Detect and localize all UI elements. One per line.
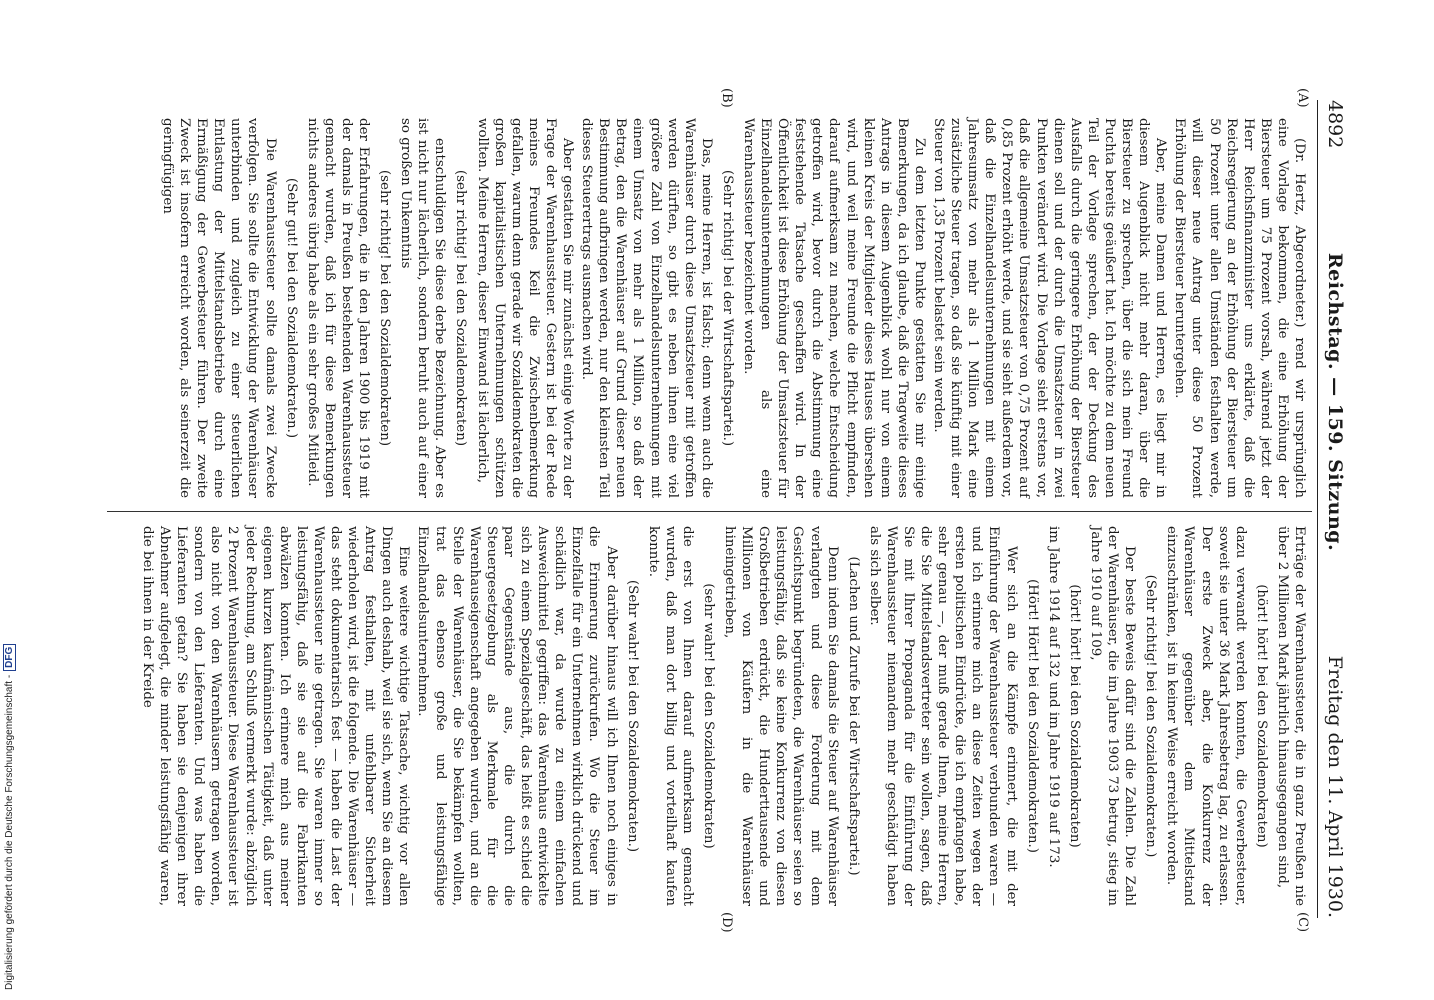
- interjection: (hört! hört! bei den Sozialdemokraten): [1253, 584, 1269, 848]
- paragraph: Denn indem Sie damals die Steuer auf Warenhäuser verlangten und diese Forderung mit dem Gesichtspunkt begründeten, die Warenhäuser seien so leistungsfähig, daß sie keine Konkurrenz von diesen Großbetrieben erdrückt, die Hunderttausende und Millionen von Käufern in die Warenhäuser hineingetrieben,: [722, 526, 840, 906]
- margin-marker-a: (A): [1295, 88, 1310, 108]
- interjection: (sehr richtig! bei den Sozialdemokraten): [377, 169, 393, 447]
- page-header: [1317, 100, 1352, 918]
- digitization-footer: [3, 644, 16, 990]
- paragraph: Die Warenhaussteuer sollte damals zwei Zwecke verfolgen. Sie sollte die Entwicklung der Warenhäuser unterbinden und zugleich zu einer steuerlichen Entlastung der Mittelstandsbetriebe durch eine Ermäßigung der Gewerbesteuer führen. Der zweite Zweck ist insofern erreicht worden, als seinerzeit die geringfügigen: [160, 118, 278, 498]
- column-divider: [107, 511, 1312, 512]
- page-number: 4892: [1324, 100, 1346, 149]
- paragraph: Zu dem letzten Punkte gestatten Sie mir einige Bemerkungen, da ich glaube, daß die Tragweite dieses Antrags in diesem Augenblick wohl nur von einem kleinen Kreis der Mitglieder dieses Hauses übersehen wird, und weil meine Freunde die Pflicht empfinden, darauf aufmerksam zu machen, welche Entscheidung getroffen wird, bevor durch die Abstimmung eine feststehende Tatsache geschaffen wird. In der Öffentlichkeit ist diese Erhöhung der Umsatzsteuer für Einzelhandelsunternehmungen als eine Warenhaussteuer bezeichnet worden.: [741, 118, 927, 498]
- interjection: (Hört! Hört! bei den Sozialdemokraten.): [1024, 579, 1040, 853]
- paragraph: Wer sich an die Kämpfe erinnert, die mit der Einführung der Warenhaussteuer verbunden waren — und ich erinnere mich an diese Zeiten wegen der ersten politischen Eindrücke, die ich empfangen habe, sehr genau —, der muß gerade Ihnen, meine Herren, die Sie Mittelstandsvertreter sein wollen, sagen, daß Sie mit Ihrer Propaganda für die Einführung der Warenhaussteuer niemandem mehr geschädigt haben als sich selber.: [866, 526, 1019, 906]
- session-date: Freitag den 11. April 1930.: [1324, 655, 1346, 918]
- paragraph: (Dr. Hertz, Abgeordneter.) rend wir ursprünglich eine Vorlage bekommen, die eine Erhöhung der Biersteuer um 75 Prozent vorsah, während jetzt der Herr Reichsfinanzminister uns erklärte, daß die Reichsregierung an der Erhöhung der Biersteuer um 50 Prozent unter allen Umständen festhalten werde, will dieser neue Antrag unter diese 50 Prozent Erhöhung der Biersteuer heruntergehen.: [1172, 118, 1307, 498]
- paragraph: der Erfahrungen, die in den Jahren 1900 bis 1919 mit der damals in Preußen bestehenden Warenhaussteuer gemacht wurden, daß ich für diese Bemerkungen nichts anderes übrig habe als ein sehr großes Mitleid.: [304, 118, 372, 498]
- paragraph: dazu verwandt werden konnten, die Gewerbesteuer, soweit sie unter 36 Mark Jahresbetrag lag, zu erlassen. Der erste Zweck aber, die Konkurrenz der Warenhäuser gegenüber dem Mittelstand einzuschränken, ist in keiner Weise erreicht worden.: [1164, 526, 1248, 906]
- interjection: (Sehr gut! bei den Sozialdemokraten.): [283, 177, 299, 439]
- paragraph: Aber gestatten Sie mir zunächst einige Worte zu der Frage der Warenhaussteuer. Gestern ist bei der Rede meines Freundes Keil die Zwischenbemerkung gefallen, warum denn gerade wir Sozialdemokraten die großen kapitalistischen Unternehmungen schützen wollten. Meine Herren, dieser Einwand ist lächerlich,: [474, 118, 576, 498]
- margin-marker-d: (D): [719, 912, 734, 933]
- interjection: (Lachen und Zurufe bei der Wirtschaftspartei.): [845, 556, 861, 876]
- paragraph: Aber, meine Damen und Herren, es liegt mir in diesem Augenblick nicht mehr daran, über die Biersteuer zu sprechen, über die sich mein Freund Puchta bereits geäußert hat. Ich möchte zu dem neuen Teil der Vorlage sprechen, der der Deckung des Ausfalls durch die geringere Erhöhung der Biersteuer dienen soll und der durch die Umsatzsteuer in zwei Punkten verändert wird. Die Vorlage sieht erstens vor, daß die allgemeine Umsatzsteuer von 0,75 Prozent auf 0,85 Prozent erhöht werde, und sie sieht außerdem vor, daß die Einzelhandelsunternehmungen mit einem Jahresumsatz von mehr als 1 Million Mark eine zusätzliche Steuer tragen, so daß sie künftig mit einer Steuer von 1,35 Prozent belastet sein werden.: [931, 118, 1169, 498]
- footer-text: Digitalisierung gefördert durch die Deutsche Forschungsgemeinschaft -: [4, 674, 15, 990]
- interjection: (Sehr richtig! bei den Sozialdemokraten.): [1143, 574, 1159, 858]
- right-text-column: [137, 526, 1308, 906]
- paragraph: im Jahre 1914 auf 132 und im Jahre 1919 auf 173.: [1045, 526, 1061, 868]
- paragraph: Aber darüber hinaus will ich Ihnen noch einiges in die Erinnerung zurückrufen. Wo die Steuer im Einzelfalle für ein Unternehmen wirklich drückend und schädlich war, da wurde zu einem einfachen Ausweichmittel gegriffen: das Warenhaus entwickelte sich zu einem Spezialgeschäft, das heißt es schied die paar Gegenstände aus, die durch die Steuergesetzgebung als Merkmale für die Warenhauseigenschaft angegeben wurden, und an die Stelle der Warenhäuser, die Sie bekämpfen wollten, trat das ebenso große und leistungsfähige Einzelhandelsunternehmen.: [415, 526, 619, 906]
- paragraph: Eine weitere wichtige Tatsache, wichtig vor allen Dingen auch deshalb, weil sie sich, wenn Sie an diesem Antrag festhalten, mit unfehlbarer Sicherheit wiederholen wird, ist die folgende. Die Warenhäuser — das steht dokumentarisch fest — haben die Last der Warenhaussteuer nie getragen. Sie waren immer so leistungsfähig, daß sie sie auf die Fabrikanten abwälzen konnten. Ich erinnere mich aus meiner eigenen kurzen kaufmännischen Tätigkeit, daß unter jeder Rechnung, am Schluß vermerkt wurde: abzüglich 2 Prozent Warenhaussteuer. Diese Warenhaussteuer ist also nicht von den Warenhäusern getragen worden, sondern von den Lieferanten. Und was haben die Lieferanten getan? Sie haben sie denjenigen ihrer Abnehmer aufgelegt, die minder leistungsfähig waren, die bei ihnen in der Kreide: [140, 526, 412, 906]
- interjection: (Sehr wahr! bei den Sozialdemokraten.): [624, 579, 640, 853]
- paragraph: die erst von Ihnen darauf aufmerksam gemacht wurden, daß man dort billig und vorteilhaft kaufen konnte.: [645, 526, 695, 906]
- left-text-column: [157, 118, 1308, 498]
- interjection: (sehr wahr! bei den Sozialdemokraten): [701, 583, 716, 849]
- margin-marker-b: (B): [719, 88, 734, 108]
- paragraph: Erträge der Warenhaussteuer, die in ganz Preußen nie über 2 Millionen Mark jährlich hinausgegangen sind,: [1274, 526, 1307, 906]
- interjection: (sehr richtig! bei den Sozialdemokraten): [453, 169, 469, 447]
- paragraph: Das, meine Herren, ist falsch; denn wenn auch die Warenhäuser durch diese Umsatzsteuer mit getroffen werden dürften, so gibt es neben ihnen eine viel größere Zahl von Einzelhandelsunternehmungen mit einem Umsatz von mehr als 1 Million, so daß der Betrag, den die Warenhäuser auf Grund dieser neuen Bestimmung aufbringen werden, nur den kleinsten Teil dieses Steuerertrags ausmachen wird.: [579, 118, 714, 498]
- paragraph: entschuldigen Sie diese derbe Bezeichnung. Aber es ist nicht nur lächerlich, sondern beruht auch auf einer so großen Unkenntnis: [398, 118, 448, 498]
- session-title: Reichstag. — 159. Sitzung.: [1324, 252, 1346, 552]
- dfg-logo: DFG: [3, 644, 16, 671]
- paragraph: Der beste Beweis dafür sind die Zahlen. Die Zahl der Warenhäuser, die im Jahre 1903 73 betrug, stieg im Jahre 1910 auf 109,: [1087, 526, 1138, 906]
- margin-marker-c: (C): [1295, 912, 1310, 933]
- interjection: (Sehr richtig! bei der Wirtschaftspartei.): [719, 169, 735, 447]
- interjection: (hört! hört! bei den Sozialdemokraten): [1066, 584, 1082, 848]
